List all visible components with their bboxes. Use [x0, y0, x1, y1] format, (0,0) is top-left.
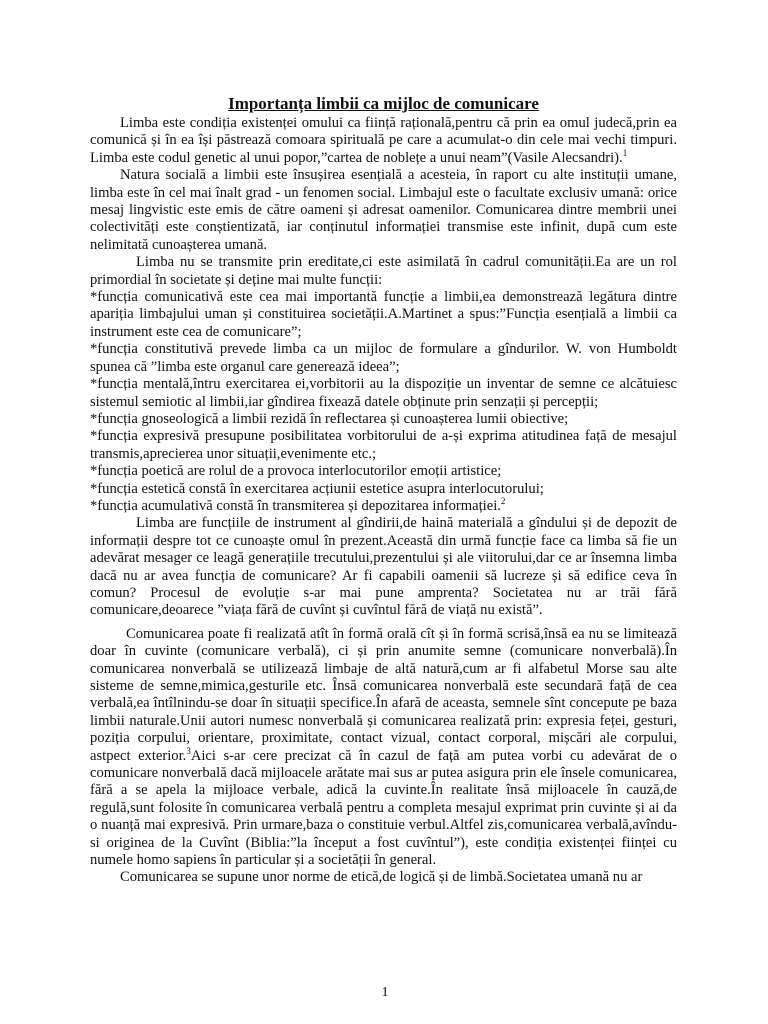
- document-title: Importanța limbii ca mijloc de comunicare: [228, 94, 539, 113]
- function-item: *funcția estetică constă în exercitarea acțiunii estetice asupra interlocutorului;: [90, 480, 544, 497]
- footnote-ref: 3: [186, 745, 191, 756]
- paragraph-functions-intro: Limba nu se transmite prin ereditate,ci este asimilată în cadrul comunității.Ea are un rol primordial în societate și deține mai multe funcții:: [90, 254, 677, 288]
- page-number: 1: [381, 985, 389, 1000]
- function-item: *funcția comunicativă este cea mai importantă funcție a limbii,ea demonstrează legătura dintre apariția limbajului uman și constituirea societății.A.Martinet a spus:”Funcția esențială a limbii ca instrument este cea de comunicare”;: [90, 289, 677, 340]
- paragraph-communication-forms: [90, 626, 677, 870]
- paragraph-instrument: Limba are funcțiile de instrument al gîndirii,de haină materială a gîndului și de depozit de informații despre tot ce cunoaște omul în prezent.Această din urmă funcție face ca limba să fie un adevărat mesager ce leagă generațiile trecutului,prezentului și ale viitorului,dar ce ar însemna limba dacă nu ar avea funcția de comunicare? Ar fi capabili oamenii să lucreze și să edifice ceva în comun? Procesul de evoluție s-ar mai pune amprenta? Societatea nu ar trăi fără comunicare,deoarece ”viața fără de cuvînt și cuvîntul fără de viață nu există”.: [90, 515, 677, 619]
- footnote-ref: 2: [500, 496, 506, 507]
- paragraph-intro: [90, 115, 677, 167]
- function-item: [90, 498, 677, 515]
- function-item: *funcția mentală,întru exercitarea ei,vorbitorii au la dispoziție un inventar de semne ce alcătuiesc sistemul semiotic al limbii,iar gîndirea fixează datele obținute prin senzații și percepții;: [90, 376, 677, 410]
- function-item: *funcția constitutivă prevede limba ca un mijloc de formulare a gîndurilor. W. von Humboldt spunea că ”limba este organul care generează ideea”;: [90, 341, 677, 375]
- function-item: *funcția expresivă presupune posibilitatea vorbitorului de a-și exprima atitudinea față de mesajul transmis,aprecierea unor situații,evenimente etc.;: [90, 428, 677, 462]
- function-item: *funcția gnoseologică a limbii rezidă în reflectarea și cunoașterea lumii obiective;: [90, 410, 569, 427]
- paragraph-text: Comunicarea poate fi realizată atît în formă orală cît și în formă scrisă,însă ea nu se limitează doar în cuvinte (comunicare verbală), ci și prin anumite semne (comunicare nonverbală).În comunicarea nonverbală se utilizează limbaje de altă natură,cum ar fi alfabetul Morse sau alte sisteme de semne,mimica,gesturile etc. Însă comunicarea nonverbală este secundară față de cea verbală,ea întîlnindu-se doar în situații specifice.În afară de aceasta, semnele sînt concepute pe baza limbii naturale.Unii autori numesc nonverbală și comunicarea realizată prin: expresia feței, gesturi, poziția corpului, orientare, proximitate, contact vizual, contact corporal, mișcări ale corpului, astpect exterior.: [90, 625, 677, 764]
- footnote-ref: 1: [622, 147, 628, 158]
- paragraph-text: Limba este condiția existenței omului ca ființă rațională,pentru că prin ea omul judecă,prin ea comunică și în ea își păstrează comoara spirituală pe care a acumulat-o din cele mai vechi timpuri. Limba este codul genetic al unui popor,”cartea de noblețe a unui neam”(Vasile Alecsandri).: [90, 115, 677, 166]
- paragraph-social-nature: Natura socială a limbii este însușirea esențială a acesteia, în raport cu alte instituții umane, limba este în cel mai înalt grad - un fenomen social. Limbajul este o facultate exclusiv umană: orice mesaj lingvistic este emis de către oameni și adresat oamenilor. Comunicarea dintre membrii unei colectivități este conștientizată, iar conținutul informației transmise este infinit, după cum este nelimitată cunoașterea umană.: [90, 167, 677, 253]
- document-page: [90, 94, 677, 887]
- paragraph-text-continued: Aici s-ar cere precizat că în cazul de față am putea vorbi cu adevărat de o comunicare nonverbală dacă mijloacele arătate mai sus ar putea asigura prin ele însele comunicarea, fără a se apela la mijloace verbale, adică la cuvinte.În realitate însă mijloacele în cauză,de regulă,sunt folosite în comunicarea verbală pentru a completa mesajul exprimat prin cuvinte și ai da o nuanță mai expresivă. Prin urmare,baza o constituie verbul.Altfel zis,comunicarea verbală,avîndu-si originea de la Cuvînt (Biblia:”la început a fost cuvîntul”), este condiția existenței ființei cu numele homo sapiens în particular și a societății în general.: [90, 747, 677, 869]
- function-text: *funcția acumulativă constă în transmiterea și depozitarea informației.: [90, 497, 501, 514]
- paragraph-norms: Comunicarea se supune unor norme de etică,de logică și de limbă.Societatea umană nu ar: [120, 869, 643, 886]
- function-item: *funcția poetică are rolul de a provoca interlocutorilor emoții artistice;: [90, 463, 502, 480]
